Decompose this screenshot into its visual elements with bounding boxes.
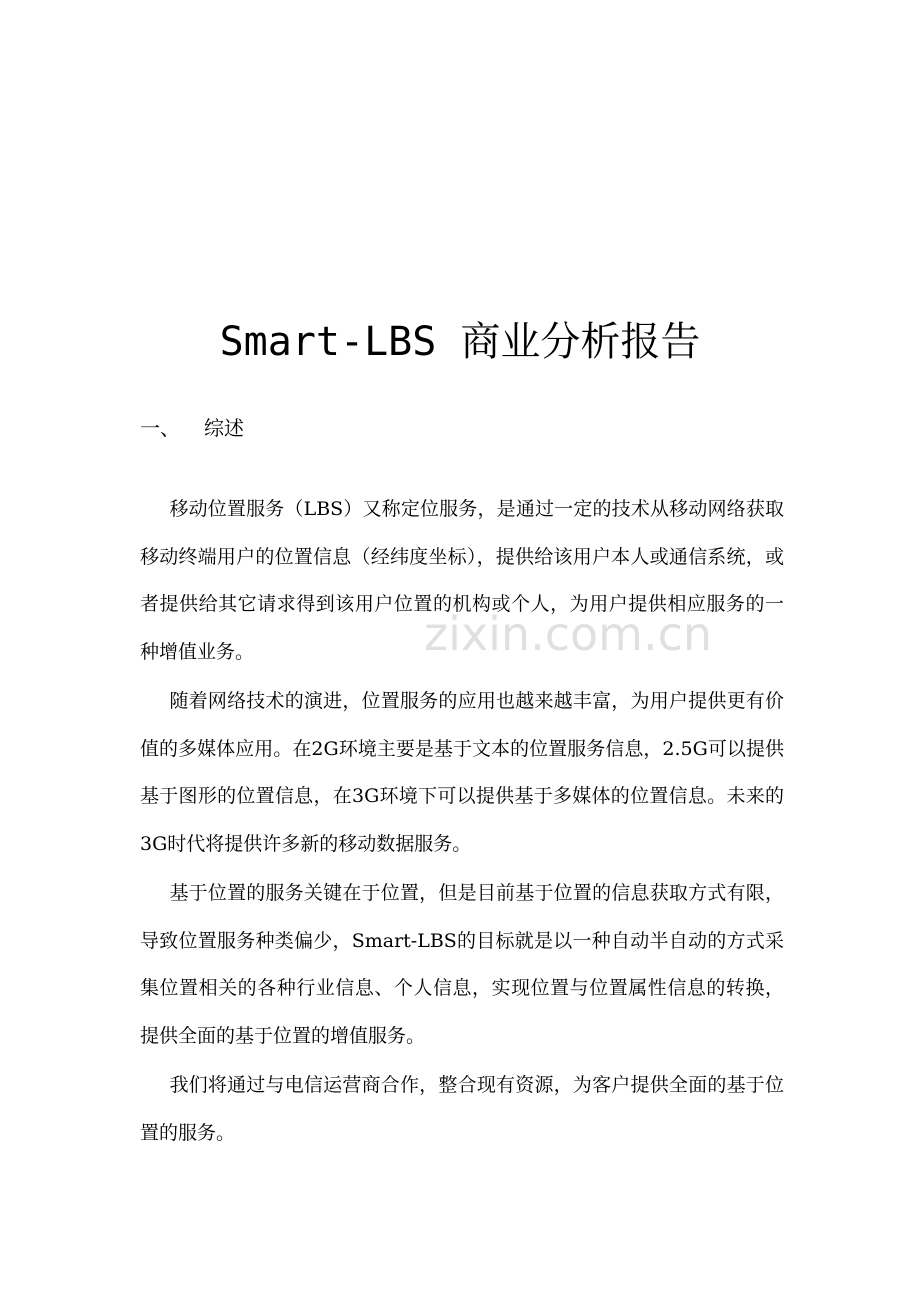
section-title: 综述 <box>204 416 244 440</box>
paragraph-smart-lbs-goal: 基于位置的服务关键在于位置，但是目前基于位置的信息获取方式有限，导致位置服务种类偏少，Smart-LBS的目标就是以一种自动半自动的方式采集位置相关的各种行业信息、个人信息，实现位置与位置属性信息的转换，提供全面的基于位置的增值服务。 <box>140 882 784 1047</box>
section-number: 一、 <box>140 416 180 440</box>
document-title: Smart-LBS 商业分析报告 <box>219 319 701 365</box>
body-text <box>140 486 784 1159</box>
section-heading <box>140 411 244 445</box>
paragraph-cooperation: 我们将通过与电信运营商合作，整合现有资源，为客户提供全面的基于位置的服务。 <box>140 1074 784 1144</box>
watermark: zixin.com.cn <box>424 607 713 661</box>
paragraph-lbs-definition: 移动位置服务（LBS）又称定位服务，是通过一定的技术从移动网络获取移动终端用户的位置信息（经纬度坐标），提供给该用户本人或通信系统，或者提供给其它请求得到该用户位置的机构或个人，为用户提供相应服务的一种增值业务。 <box>140 498 784 663</box>
paragraph-network-evolution: 随着网络技术的演进，位置服务的应用也越来越丰富，为用户提供更有价值的多媒体应用。在2G环境主要是基于文本的位置服务信息，2.5G可以提供基于图形的位置信息，在3G环境下可以提供基于多媒体的位置信息。未来的3G时代将提供许多新的移动数据服务。 <box>140 690 784 855</box>
